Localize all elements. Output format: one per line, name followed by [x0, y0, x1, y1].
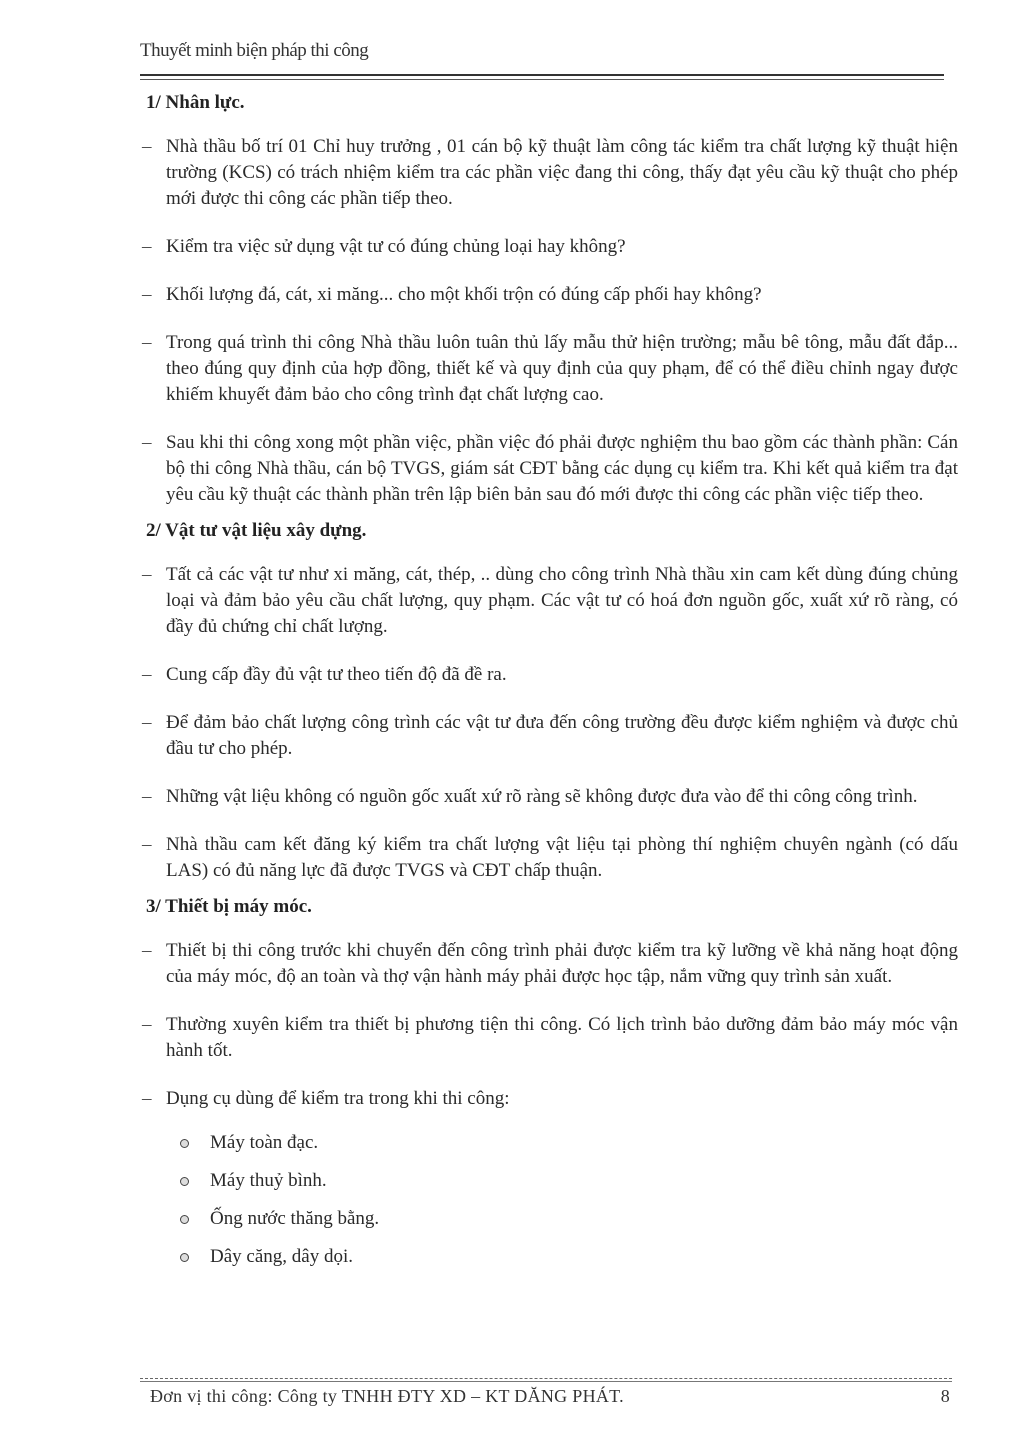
list-item-text: Nhà thầu bố trí 01 Chỉ huy trưởng , 01 cán bộ kỹ thuật làm công tác kiểm tra chất lượng kỹ thuật hiện trường (KCS) có trách nhiệm kiểm tra các phần việc đang thi công, thấy đạt yêu cầu kỹ thuật cho phép mới được thi công các phần tiếp theo.	[166, 136, 958, 209]
dash-bullet: –	[142, 236, 152, 257]
tool-label: Máy thuỷ bình.	[210, 1170, 327, 1191]
section-heading-vat-tu: 2/ Vật tư vật liệu xây dựng.	[146, 520, 367, 541]
tool-label: Máy toàn đạc.	[210, 1132, 319, 1153]
bullet-dot-icon	[180, 1139, 189, 1148]
list-item-text: Nhà thầu cam kết đăng ký kiểm tra chất lượng vật liệu tại phòng thí nghiệm chuyên ngành (có dấu LAS) có đủ năng lực đã được TVGS và CĐT chấp thuận.	[166, 834, 958, 881]
section-heading-thiet-bi: 3/ Thiết bị máy móc.	[146, 896, 312, 917]
document-body	[140, 92, 958, 1282]
list-item	[140, 562, 958, 640]
list-item	[140, 710, 958, 762]
list-item	[140, 234, 958, 260]
list-item-text: Thiết bị thi công trước khi chuyển đến công trình phải được kiểm tra kỹ lưỡng về khả năng hoạt động của máy móc, độ an toàn và thợ vận hành máy phải được học tập, nắm vững quy trình sản xuất.	[166, 940, 958, 987]
dash-bullet: –	[142, 940, 152, 961]
list-item	[140, 430, 958, 508]
list-item	[140, 282, 958, 308]
list-item	[140, 784, 958, 810]
dash-bullet: –	[142, 432, 152, 453]
dash-bullet: –	[142, 332, 152, 353]
bullet-dot-icon	[180, 1253, 189, 1262]
list-item	[140, 662, 958, 688]
section-heading-nhan-luc: 1/ Nhân lực.	[146, 92, 245, 113]
list-item-text: Dụng cụ dùng để kiểm tra trong khi thi công:	[166, 1088, 510, 1109]
dash-bullet: –	[142, 786, 152, 807]
document-header-title: Thuyết minh biện pháp thi công	[140, 40, 369, 61]
list-item	[140, 1012, 958, 1064]
dash-bullet: –	[142, 1088, 152, 1109]
list-item-text: Những vật liệu không có nguồn gốc xuất xứ rõ ràng sẽ không được đưa vào để thi công công trình.	[166, 786, 918, 807]
dash-bullet: –	[142, 712, 152, 733]
dash-bullet: –	[142, 136, 152, 157]
bullet-dot-icon	[180, 1177, 189, 1186]
bullet-dot-icon	[180, 1215, 189, 1224]
list-item-text: Cung cấp đầy đủ vật tư theo tiến độ đã đề ra.	[166, 664, 507, 685]
tool-label: Dây căng, dây dọi.	[210, 1246, 353, 1267]
tool-label: Ống nước thăng bằng.	[210, 1208, 380, 1229]
list-item	[140, 330, 958, 408]
footer-rule	[140, 1378, 952, 1382]
tool-list-item	[180, 1206, 958, 1232]
tool-list-item	[180, 1130, 958, 1156]
footer-company: Đơn vị thi công: Công ty TNHH ĐTY XD – KT DĂNG PHÁT.	[150, 1386, 624, 1406]
list-item-text: Khối lượng đá, cát, xi măng... cho một khối trộn có đúng cấp phối hay không?	[166, 284, 762, 305]
list-item	[140, 938, 958, 990]
list-item-text: Thường xuyên kiểm tra thiết bị phương tiện thi công. Có lịch trình bảo dưỡng đảm bảo máy móc vận hành tốt.	[166, 1014, 958, 1061]
dash-bullet: –	[142, 564, 152, 585]
tool-list-item	[180, 1168, 958, 1194]
list-item-text: Kiểm tra việc sử dụng vật tư có đúng chủng loại hay không?	[166, 236, 626, 257]
list-item	[140, 134, 958, 212]
list-item-text: Để đảm bảo chất lượng công trình các vật tư đưa đến công trường đều được kiểm nghiệm và được chủ đầu tư cho phép.	[166, 712, 958, 759]
dash-bullet: –	[142, 664, 152, 685]
tools-list	[180, 1130, 958, 1270]
list-item-text: Trong quá trình thi công Nhà thầu luôn tuân thủ lấy mẫu thử hiện trường; mẫu bê tông, mẫu đất đắp... theo đúng quy định của hợp đồng, thiết kế và quy định của quy phạm, để có thể điều chỉnh ngay được khiếm khuyết đảm bảo cho công trình đạt chất lượng cao.	[166, 332, 958, 405]
dash-bullet: –	[142, 284, 152, 305]
header-rule	[140, 74, 944, 80]
dash-bullet: –	[142, 834, 152, 855]
dash-bullet: –	[142, 1014, 152, 1035]
page-number: 8	[940, 1386, 950, 1406]
list-item-text: Tất cả các vật tư như xi măng, cát, thép, .. dùng cho công trình Nhà thầu xin cam kết dùng đúng chủng loại và đảm bảo yêu cầu chất lượng, quy phạm. Các vật tư có hoá đơn nguồn gốc, xuất xứ rõ ràng, có đầy đủ chứng chỉ chất lượng.	[166, 564, 958, 637]
tool-list-item	[180, 1244, 958, 1270]
list-item	[140, 1086, 958, 1112]
list-item-text: Sau khi thi công xong một phần việc, phần việc đó phải được nghiệm thu bao gồm các thành phần: Cán bộ thi công Nhà thầu, cán bộ TVGS, giám sát CĐT bằng các dụng cụ kiểm tra. Khi kết quả kiểm tra đạt yêu cầu kỹ thuật các thành phần trên lập biên bản sau đó mới được thi công các phần việc tiếp theo.	[166, 432, 958, 505]
list-item	[140, 832, 958, 884]
